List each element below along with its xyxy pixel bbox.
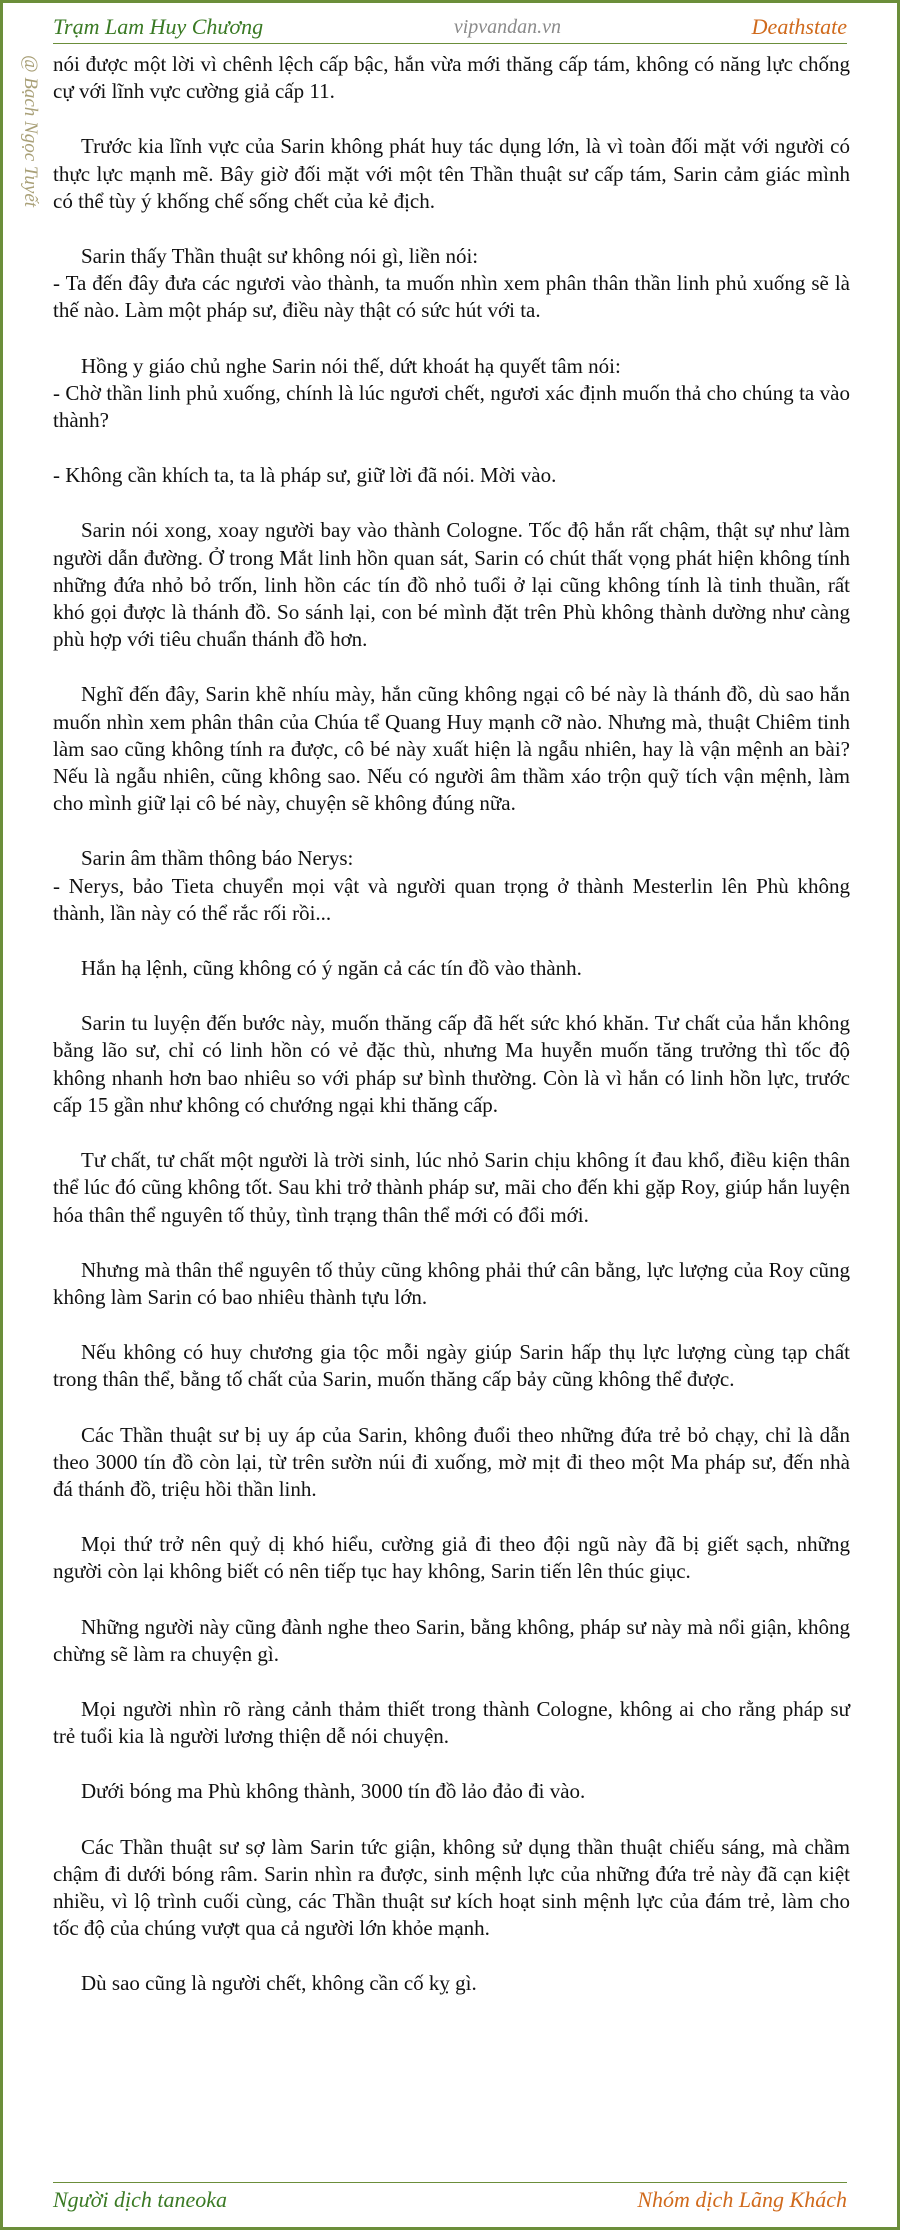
paragraph: Những người này cũng đành nghe theo Sarin, bằng không, pháp sư này mà nổi giận, không chừng sẽ làm ra chuyện gì. [53,1614,850,1666]
page-footer [53,2182,847,2217]
paragraph: Sarin nói xong, xoay người bay vào thành Cologne. Tốc độ hắn rất chậm, thật sự như làm người dẫn đường. Ở trong Mắt linh hồn quan sát, Sarin có chút thất vọng phát hiện không tính những đứa nhỏ bỏ trốn, linh hồn các tín đồ nhỏ tuổi ở lại cũng không tính là tinh thuần, rất khó gọi được là thánh đồ. So sánh lại, con bé mình đặt trên Phù không thành dường như càng phù hợp với tiêu chuẩn thánh đồ hơn. [53,518,850,652]
paragraph: - Ta đến đây đưa các ngươi vào thành, ta muốn nhìn xem phân thân thần linh phủ xuống sẽ là thế nào. Làm một pháp sư, điều này thật có sức hút với ta. [53,271,850,323]
paragraph: Hồng y giáo chủ nghe Sarin nói thế, dứt khoát hạ quyết tâm nói: [81,353,621,378]
paragraph: Sarin âm thầm thông báo Nerys: [81,846,354,871]
paragraph: - Chờ thần linh phủ xuống, chính là lúc ngươi chết, ngươi xác định muốn thả cho chúng ta vào thành? [53,380,850,433]
paragraph: Dưới bóng ma Phù không thành, 3000 tín đồ lảo đảo đi vào. [81,1779,586,1804]
page-header [53,11,847,44]
side-watermark: @ Bạch Ngọc Tuyết [20,55,41,208]
paragraph: Nhưng mà thân thể nguyên tố thủy cũng không phải thứ cân bằng, lực lượng của Roy cũng không làm Sarin có bao nhiêu thành tựu lớn. [53,1257,850,1309]
paragraph: Sarin tu luyện đến bước này, muốn thăng cấp đã hết sức khó khăn. Tư chất của hắn không bằng lão sư, chỉ có linh hồn có vẻ đặc thù, nhưng Ma huyễn muốn tăng trưởng thì tốc độ không nhanh hơn bao nhiêu so với pháp sư bình thường. Còn là vì hắn có linh hồn lực, trước cấp 15 gần như không có chướng ngại khi thăng cấp. [53,1011,850,1117]
paragraph: Mọi thứ trở nên quỷ dị khó hiểu, cường giả đi theo đội ngũ này đã bị giết sạch, những người còn lại không biết có nên tiếp tục hay không, Sarin tiến lên thúc giục. [53,1532,850,1584]
paragraph: Các Thần thuật sư sợ làm Sarin tức giận, không sử dụng thần thuật chiếu sáng, mà chầm chậm đi dưới bóng râm. Sarin nhìn ra được, sinh mệnh lực của những đứa trẻ này đã cạn kiệt nhiều, vì lộ trình cuối cùng, các Thần thuật sư kích hoạt sinh mệnh lực của đám trẻ, làm cho tốc độ của chúng vượt qua cả người lớn khỏe mạnh. [53,1834,850,1941]
header-website: vipvandan.vn [453,15,562,38]
footer-group: Nhóm dịch Lãng Khách [637,2187,847,2212]
paragraph: nói được một lời vì chênh lệch cấp bậc, hắn vừa mới thăng cấp tám, không có năng lực chống cự với lĩnh vực cường giả cấp 11. [53,52,850,104]
paragraph: Nghĩ đến đây, Sarin khẽ nhíu mày, hắn cũng không ngại cô bé này là thánh đồ, dù sao hắn muốn nhìn xem phân thân của Chúa tể Quang Huy mạnh cỡ nào. Nhưng mà, thuật Chiêm tinh làm sao cũng không tính ra được, cô bé này xuất hiện là ngẫu nhiên, hay là vận mệnh an bài? Nếu là ngẫu nhiên, cũng không sao. Nếu có người âm thầm xáo trộn quỹ tích vận mệnh, làm cho mình giữ lại cô bé này, chuyện sẽ không đúng nữa. [53,682,850,816]
paragraph: Nếu không có huy chương gia tộc mỗi ngày giúp Sarin hấp thụ lực lượng cùng tạp chất trong thân thể, bằng tố chất của Sarin, muốn thăng cấp bảy cũng không thể được. [53,1340,850,1392]
paragraph: - Không cần khích ta, ta là pháp sư, giữ lời đã nói. Mời vào. [53,463,557,488]
paragraph: Trước kia lĩnh vực của Sarin không phát huy tác dụng lớn, là vì toàn đối mặt với người có thực lực mạnh mẽ. Bây giờ đối mặt với một tên Thần thuật sư cấp tám, Sarin cảm giác mình có thể tùy ý khống chế sống chết của kẻ địch. [53,134,850,213]
paragraph: Tư chất, tư chất một người là trời sinh, lúc nhỏ Sarin chịu không ít đau khổ, điều kiện thân thể lúc đó cũng không tốt. Sau khi trở thành pháp sư, mãi cho đến khi gặp Roy, giúp hắn luyện hóa thân thể nguyên tố thủy, tình trạng thân thể mới có đổi mới. [53,1148,850,1227]
header-site-title: Trạm Lam Huy Chương [53,14,264,39]
paragraph: Dù sao cũng là người chết, không cần cố kỵ gì. [81,1971,477,1996]
paragraph: - Nerys, bảo Tieta chuyển mọi vật và người quan trọng ở thành Mesterlin lên Phù không thành, lần này có thể rắc rối rồi... [53,873,850,925]
paragraph: Mọi người nhìn rõ ràng cảnh thảm thiết trong thành Cologne, không ai cho rằng pháp sư trẻ tuổi kia là người lương thiện dễ nói chuyện. [53,1696,850,1749]
footer-translator: Người dịch taneoka [53,2187,228,2212]
header-book-title: Deathstate [751,14,847,39]
paragraph: Các Thần thuật sư bị uy áp của Sarin, không đuổi theo những đứa trẻ bỏ chạy, chỉ là dẫn theo 3000 tín đồ còn lại, từ trên sườn núi đi xuống, mờ mịt đi theo một Ma pháp sư, đến nhà đá thánh đồ, triệu hồi thần linh. [53,1422,850,1501]
paragraph: Sarin thấy Thần thuật sư không nói gì, liền nói: [81,244,479,269]
paragraph: Hắn hạ lệnh, cũng không có ý ngăn cả các tín đồ vào thành. [81,956,582,981]
chapter-content [53,51,850,2026]
